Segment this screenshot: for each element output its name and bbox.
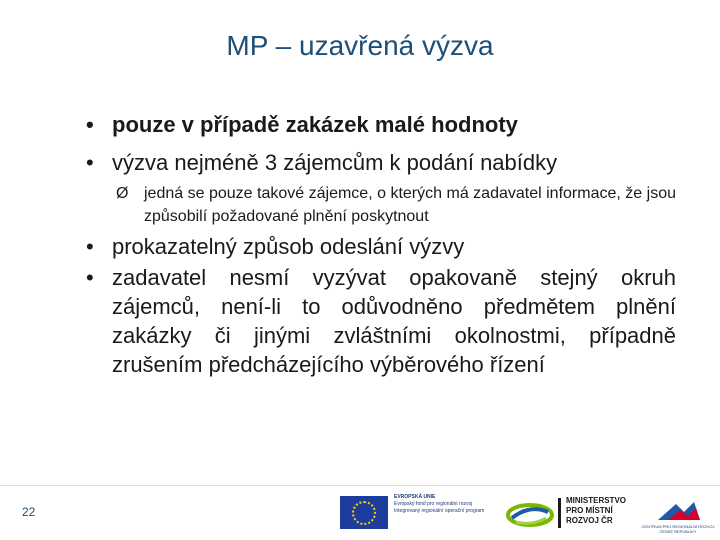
eu-logo-text <box>394 494 504 515</box>
bullet-dot: • <box>86 150 94 175</box>
bullet-dot: • <box>86 112 94 137</box>
eu-text-line: EVROPSKÁ UNIE <box>394 494 436 500</box>
bullet-text: zadavatel nesmí vyzývat opakovaně stejný okruh zájemců, není-li to odůvodněno předmětem plnění zakázky či jinými zvláštními okolnostmi, případně zrušením předcházejícího výběrového řízení <box>112 265 676 377</box>
bullet-item <box>86 232 676 261</box>
eu-stars-icon <box>352 501 376 525</box>
bullet-text: výzva nejméně 3 zájemcům k podání nabídky <box>112 150 558 175</box>
arrow-bullet-icon: Ø <box>116 185 129 202</box>
bullet-text: pouze v případě zakázek malé hodnoty <box>112 112 518 137</box>
bullet-text: prokazatelný způsob odeslání výzvy <box>112 234 465 259</box>
footer-divider <box>0 485 720 486</box>
crr-logo <box>638 498 718 534</box>
bullet-item <box>86 263 676 379</box>
slide-title: MP – uzavřená výzva <box>226 30 494 61</box>
mmr-text-line: PRO MÍSTNÍ <box>566 506 613 515</box>
eu-text-line: Evropský fond pro regionální rozvoj <box>394 501 473 507</box>
crr-logo-text: CENTRUM PRO REGIONÁLNÍ ROZVOJ ČESKÉ REPUBLIKY <box>641 524 715 534</box>
page-number: 22 <box>22 505 36 519</box>
bullet-item <box>86 110 676 139</box>
mmr-text-line: MINISTERSTVO <box>566 496 627 505</box>
crr-mark-icon <box>638 498 718 524</box>
bullet-list <box>86 110 676 379</box>
eu-flag-icon <box>340 496 388 529</box>
bullet-dot: • <box>86 265 94 290</box>
bullet-dot: • <box>86 234 94 259</box>
mmr-bar-icon <box>558 498 561 528</box>
bullet-item <box>86 148 676 177</box>
eu-text-line: Integrovaný regionální operační program <box>394 508 485 514</box>
mmr-text-line: ROZVOJ ČR <box>566 516 613 525</box>
sub-bullet-item <box>116 182 676 228</box>
mmr-logo-text <box>566 496 626 526</box>
irop-swirl-icon <box>506 502 554 528</box>
footer-logos <box>340 492 720 538</box>
sub-bullet-text: jedná se pouze takové zájemce, o kterých má zadavatel informace, že jsou způsobilí požadované plnění poskytnout <box>144 185 676 225</box>
